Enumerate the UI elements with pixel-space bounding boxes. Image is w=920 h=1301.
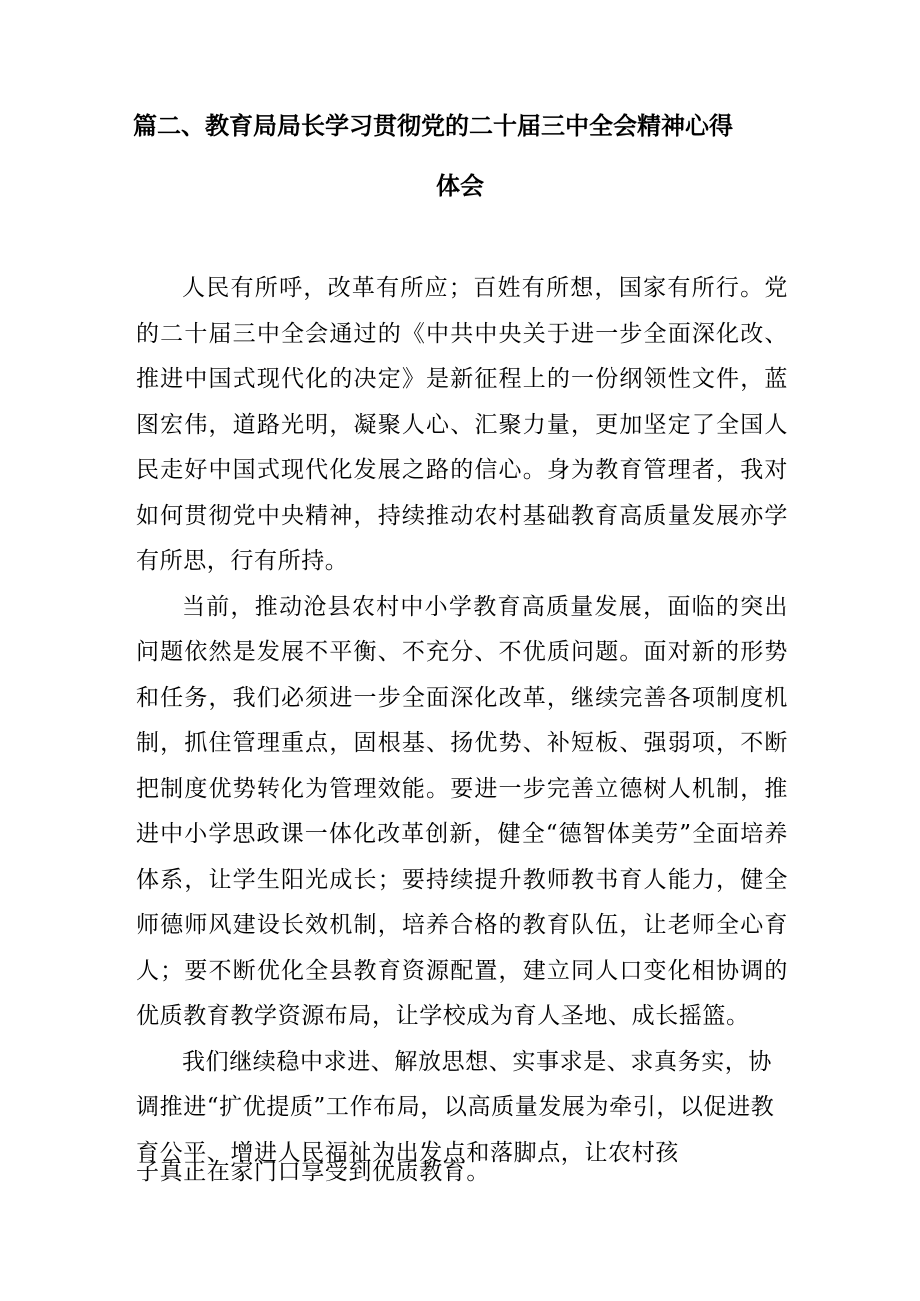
paragraph-3: 我们继续稳中求进、解放思想、实事求是、求真务实，协调推进“扩优提质”工作布局，以高质量发展为牵引，以促进教育公平、增进人民福祉为出发点和落脚点，让农村孩 — [136, 1048, 775, 1166]
paragraph-2: 当前，推动沧县农村中小学教育高质量发展，面临的突出问题依然是发展不平衡、不充分、不优质问题。面对新的形势和任务，我们必须进一步全面深化改革，继续完善各项制度机制，抓住管理重点，固根基、扬优势、补短板、强弱项，不断把制度优势转化为管理效能。要进一步完善立德树人机制，推进中小学思政课一体化改革创新，健全“德智体美劳”全面培养体系，让学生阳光成长；要持续提升教师教书育人能力，健全师德师风建设长效机制，培养合格的教育队伍，让老师全心育人；要不断优化全县教育资源配置，建立同人口变化相协调的优质教育教学资源布局，让学校成为育人圣地、成长摇篮。 — [136, 593, 788, 1029]
document-title: 篇二、教育局局长学习贯彻党的二十届三中全会精神心得 — [133, 111, 733, 140]
document-body — [136, 266, 788, 1176]
document-title-continuation: 体会 — [436, 171, 484, 200]
paragraph-3-tail: 子真正在家门口享受到优质教育。 — [136, 1159, 490, 1185]
paragraph-1: 人民有所呼，改革有所应；百姓有所想，国家有所行。党的二十届三中全会通过的《中共中央关于进一步全面深化改、推进中国式现代化的决定》是新征程上的一份纲领性文件，蓝图宏伟，道路光明，凝聚人心、汇聚力量，更加坚定了全国人民走好中国式现代化发展之路的信心。身为教育管理者，我对如何贯彻党中央精神，持续推动农村基础教育高质量发展亦学有所思，行有所持。 — [136, 275, 788, 574]
